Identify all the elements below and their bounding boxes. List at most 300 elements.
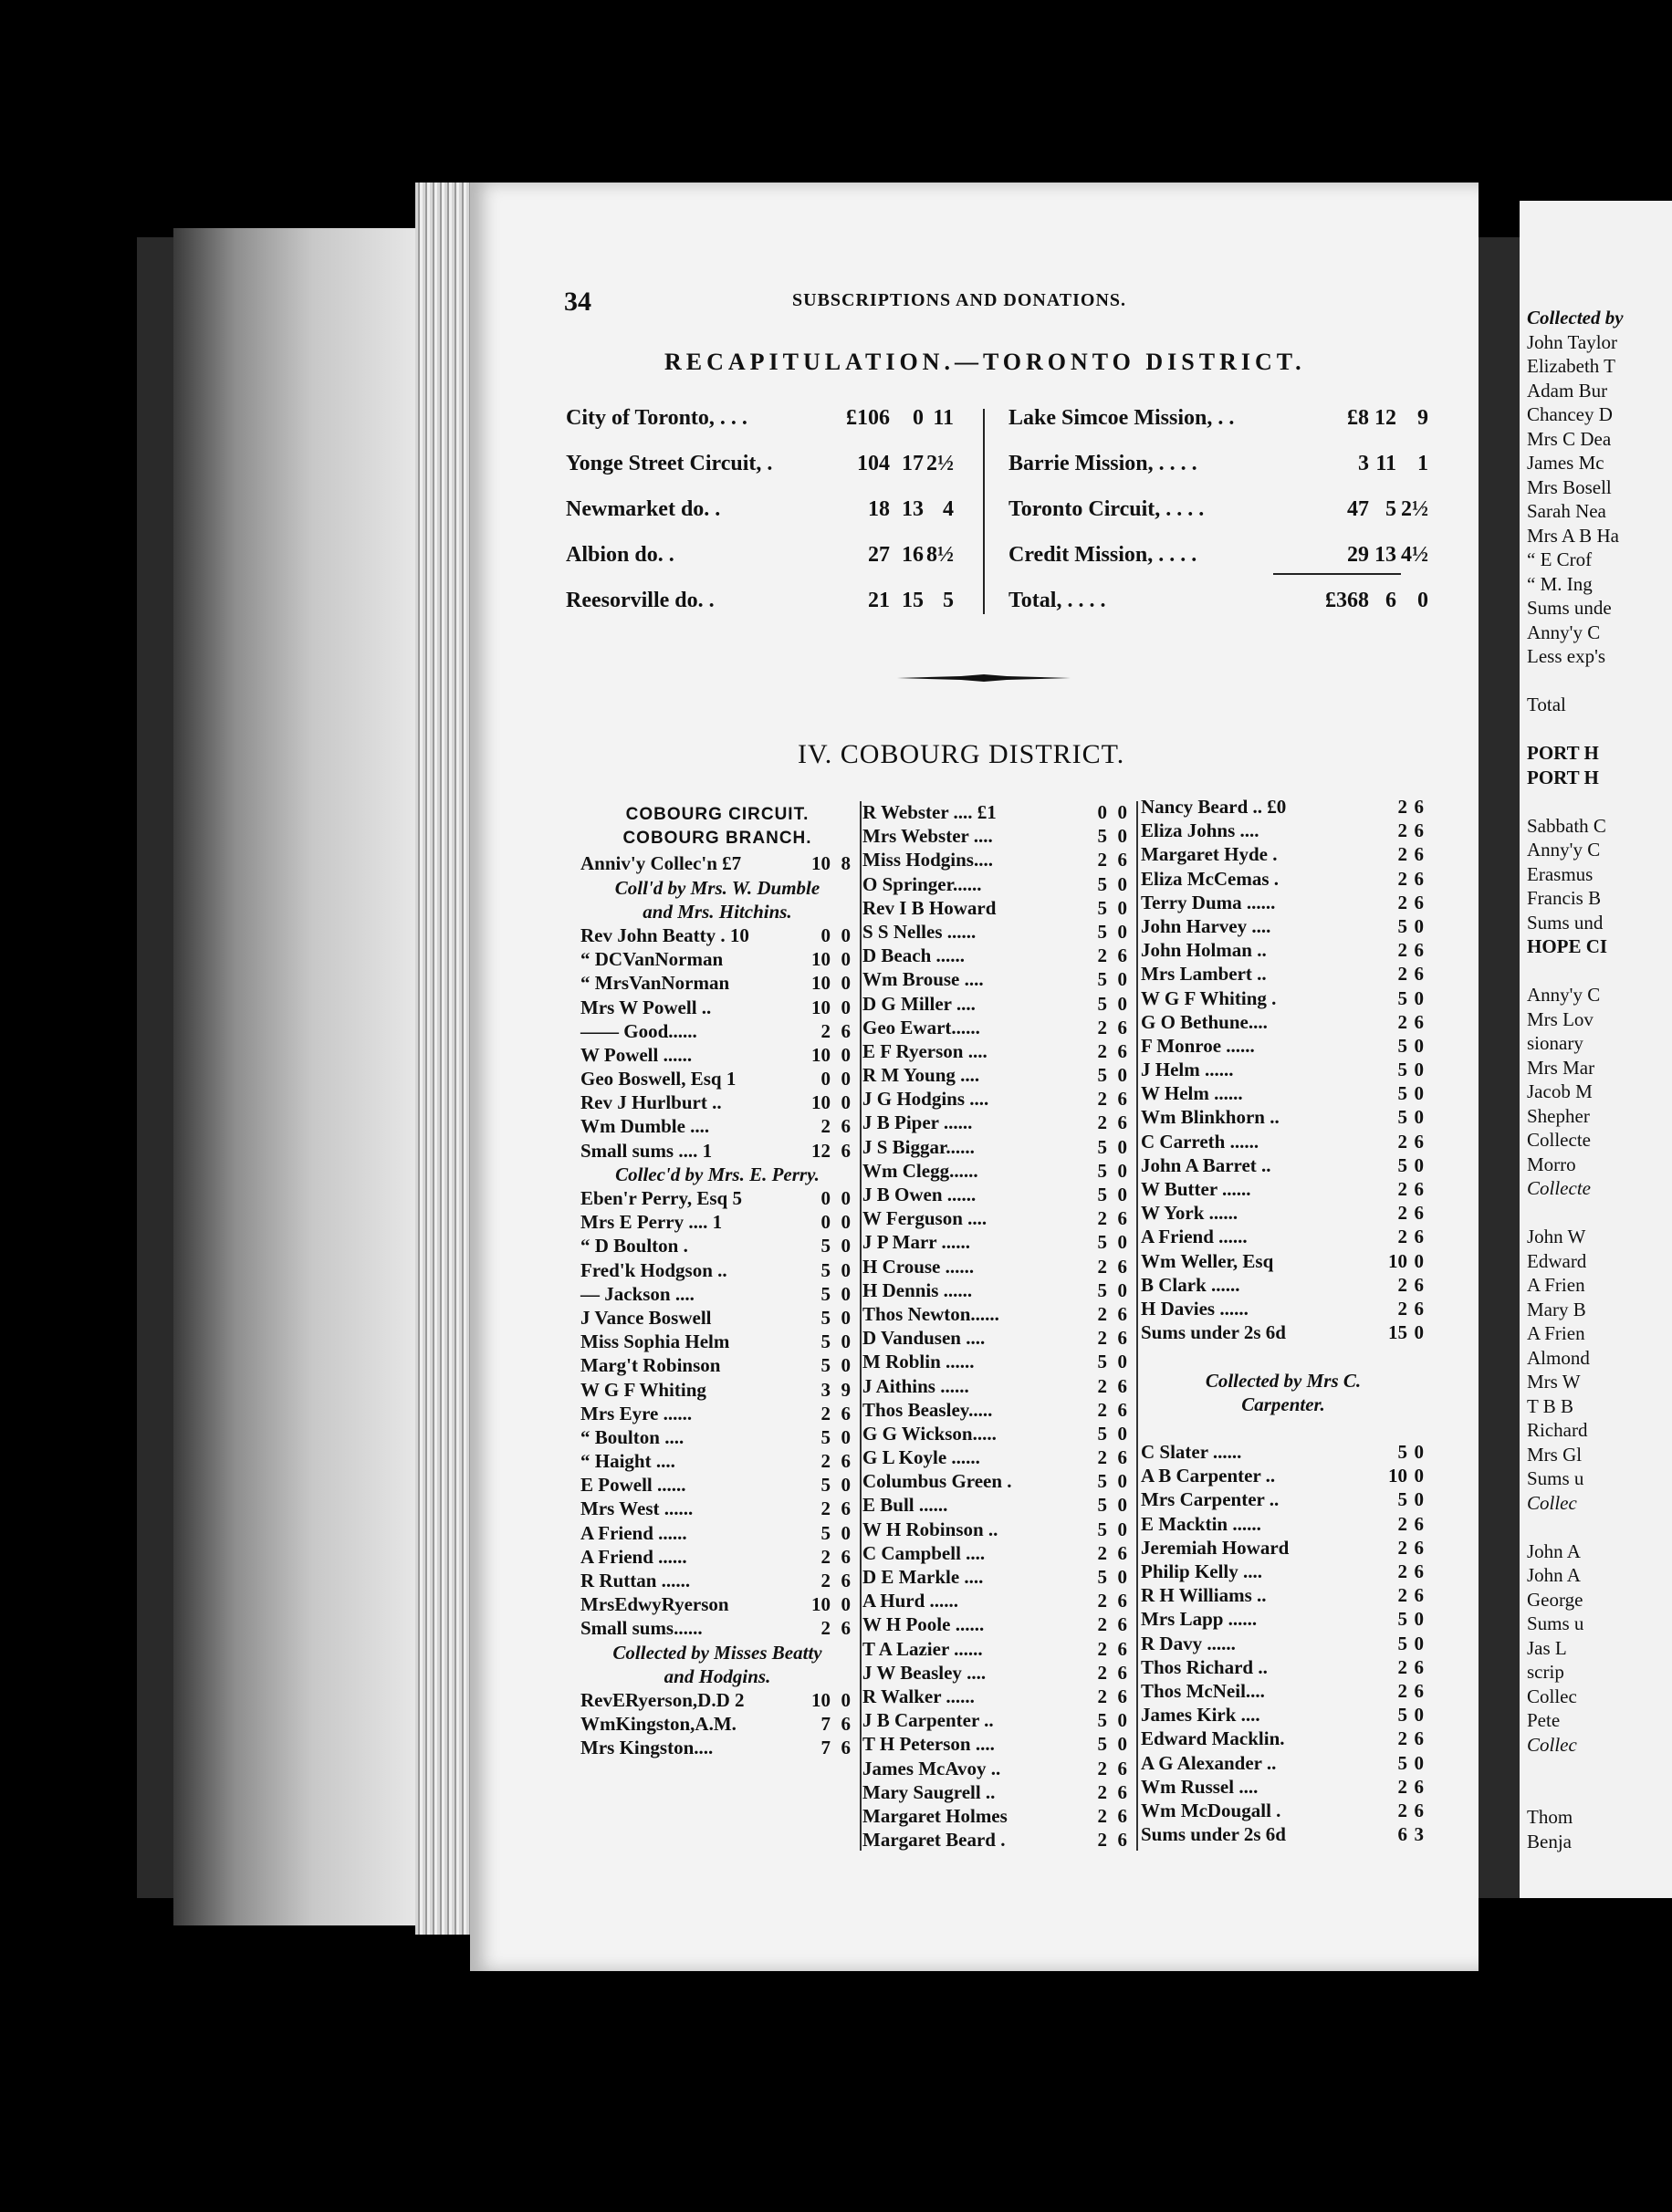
entry-name: D Beach ...... [862,944,965,967]
entry-pence: 6 [1414,843,1424,866]
list-item [580,1044,854,1068]
entry-shillings: 5 [1097,1494,1107,1517]
entry-pence: 6 [1117,1590,1127,1612]
entry-pence: 0 [1414,1751,1424,1774]
entry-name: Mary Saugrell .. [862,1780,996,1803]
entry-shillings: 2 [1397,1512,1407,1535]
entry-shillings: 0 [820,1068,831,1090]
entry-pence: 0 [841,1688,851,1711]
entry-shillings: 5 [820,1521,831,1544]
entry-pence: 6 [1414,796,1424,818]
entry-shillings: 2 [1397,796,1407,818]
list-item [580,1187,854,1211]
entry-shillings: 2 [1097,1111,1107,1134]
entry-name: Mrs Webster .... [862,825,993,848]
list-item [580,1522,854,1546]
list-item [1141,1011,1426,1035]
entry-shillings: 10 [811,996,831,1018]
list-item [1141,915,1426,939]
entry-shillings: 10 [811,1593,831,1616]
list-item [580,1330,854,1354]
entry-pence: 6 [1117,1327,1127,1350]
facing-page-line: Jacob M [1527,1080,1593,1102]
entry-shillings: 5 [820,1235,831,1257]
recap-name: Lake Simcoe Mission, . . [1008,406,1235,430]
recap-pounds: 29 [1347,543,1369,567]
entry-name: Wm Brouse .... [862,968,984,991]
entry-shillings: 5 [1397,1059,1407,1081]
entry-shillings: 5 [1397,1082,1407,1105]
list-item [862,1590,1132,1613]
entry-shillings: 10 [811,972,831,995]
entry-name: John Holman .. [1141,939,1267,962]
entry-name: M Roblin ...... [862,1351,975,1373]
facing-page-line: Mrs Mar [1527,1056,1595,1079]
list-item [1141,796,1426,819]
entry-shillings: 2 [1097,1446,1107,1469]
entry-shillings: 2 [1397,1273,1407,1296]
list-item [1141,1633,1426,1656]
entry-shillings: 2 [1097,944,1107,967]
list-heading [1141,1370,1426,1393]
list-item [1141,1441,1426,1465]
facing-page-line: Adam Bur [1527,379,1608,402]
entry-pence: 0 [841,1235,851,1257]
entry-pence: 0 [1117,1135,1127,1158]
entry-name: D G Miller .... [862,992,976,1015]
entry-name: Rev John Beatty . 10 [580,923,749,946]
entry-name: J Vance Boswell [580,1306,712,1329]
facing-page-line: HOPE CI [1527,935,1608,957]
entry-name: C Campbell .... [862,1541,986,1564]
facing-page-line: Anny'y C [1527,984,1601,1006]
entry-shillings: 5 [1397,986,1407,1009]
entry-name: T A Lazier ...... [862,1637,983,1660]
facing-page-line: Mrs A B Ha [1527,524,1619,547]
entry-pence: 6 [1414,1584,1424,1607]
list-item [862,1446,1132,1470]
entry-pence: 0 [1117,1733,1127,1756]
entry-name: W Helm ...... [1141,1082,1243,1105]
list-item [1141,1560,1426,1584]
list-item [862,897,1132,921]
facing-page-line: Benja [1527,1830,1572,1852]
entry-pence: 6 [1117,1016,1127,1038]
entry-pence: 0 [1117,1518,1127,1540]
list-item [862,1518,1132,1542]
entry-pence: 0 [841,1306,851,1329]
entry-pence: 6 [1414,1297,1424,1320]
facing-page-line [1527,669,1672,694]
facing-page-line: Chancey D [1527,403,1613,425]
recap-right-column [1008,406,1428,634]
recap-shillings: 0 [913,406,924,430]
entry-name: R M Young .... [862,1064,980,1087]
facing-page-line: John W [1527,1226,1586,1247]
entry-pence: 0 [1117,1278,1127,1301]
entry-shillings: 5 [1097,992,1107,1015]
entry-name: Sums under 2s 6d [1141,1823,1286,1846]
recap-row [566,406,967,452]
entry-shillings: 2 [1097,1207,1107,1230]
recap-title: RECAPITULATION.—TORONTO DISTRICT. [664,349,1306,375]
facing-page-line: A Frien [1527,1274,1585,1296]
facing-page-line: A Frien [1527,1322,1585,1344]
entry-name: Wm Blinkhorn .. [1141,1106,1280,1129]
recap-left-column [566,406,967,634]
entry-pence: 0 [1414,1082,1424,1105]
recap-pounds: 3 [1358,452,1369,475]
list-item [1141,1776,1426,1800]
entry-pence: 6 [1117,1637,1127,1660]
list-heading [580,1642,854,1665]
facing-page-line: Sabbath C [1527,814,1606,837]
entry-pence: 0 [1414,1249,1424,1272]
entry-pence: 0 [841,1068,851,1090]
entry-pence: 6 [1414,1727,1424,1750]
entry-shillings: 2 [1397,1679,1407,1702]
entry-shillings: 5 [1097,1184,1107,1205]
recap-row [566,589,967,634]
entry-name: G G Wickson..... [862,1422,997,1445]
entry-shillings: 2 [1397,1178,1407,1200]
entry-name: Geo Boswell, Esq 1 [580,1068,737,1090]
entry-pence: 0 [1117,1709,1127,1732]
recap-shillings: 15 [902,589,924,612]
list-item [580,1235,854,1258]
list-item [580,1450,854,1474]
entry-name: Marg't Robinson [580,1354,721,1377]
entry-shillings: 5 [1397,1751,1407,1774]
entry-shillings: 5 [1097,920,1107,943]
facing-page-line: Collecte [1527,1129,1591,1151]
heading-text: Coll'd by Mrs. W. Dumble [614,876,820,899]
list-item [862,968,1132,992]
entry-pence: 6 [1117,1757,1127,1779]
list-spacer [1141,1417,1426,1441]
list-item [1141,1178,1426,1202]
entry-shillings: 5 [1397,1441,1407,1464]
recap-row [1008,406,1428,452]
recap-pence: 4½ [1401,543,1428,567]
entry-name: G O Bethune.... [1141,1010,1268,1033]
entry-shillings: 5 [1097,1231,1107,1254]
entry-shillings: 0 [820,923,831,946]
heading-text: COBOURG CIRCUIT. [625,805,810,824]
entry-shillings: 2 [1397,819,1407,842]
recap-pence: 0 [1417,589,1428,612]
list-item [580,852,854,876]
recap-pence: 2½ [926,452,954,475]
entry-name: C Slater ...... [1141,1441,1242,1464]
list-item [862,1207,1132,1231]
entry-pence: 0 [1117,1470,1127,1493]
entry-shillings: 2 [1397,1226,1407,1248]
entry-name: J Aithins ...... [862,1374,969,1397]
recap-shillings: 13 [1374,543,1396,567]
list-item [1141,939,1426,963]
list-item [862,1040,1132,1064]
heading-text: COBOURG BRANCH. [622,829,812,849]
entry-pence: 0 [841,1258,851,1281]
list-item [862,1829,1132,1852]
running-head: SUBSCRIPTIONS AND DONATIONS. [792,290,1127,310]
list-item [862,1781,1132,1805]
entry-shillings: 10 [811,1688,831,1711]
entry-shillings: 5 [1397,1034,1407,1057]
entry-shillings: 2 [1097,1088,1107,1111]
entry-shillings: 3 [820,1378,831,1401]
ornament-rule [897,673,1071,683]
list-item [862,1231,1132,1255]
recap-pounds: 27 [868,543,890,567]
list-item [1141,1823,1426,1847]
entry-name: R Ruttan ...... [580,1570,691,1591]
list-item [580,1426,854,1450]
facing-page-line: Erasmus [1527,862,1594,885]
entry-name: Mrs W Powell .. [580,996,712,1018]
entry-name: Margaret Beard . [862,1829,1006,1852]
entry-shillings: 5 [1097,1422,1107,1445]
entry-name: J G Hodgins .... [862,1088,989,1111]
entry-name: “ MrsVanNorman [580,972,730,995]
entry-pence: 6 [1117,944,1127,967]
recap-row [1008,452,1428,497]
list-item [862,1662,1132,1685]
entry-shillings: 2 [820,1570,831,1591]
entry-shillings: 2 [820,1617,831,1640]
facing-page-line: Sums u [1527,1612,1584,1634]
entry-shillings: 2 [1397,1536,1407,1559]
entry-name: A Hurd ...... [862,1590,959,1612]
entry-name: W G F Whiting . [1141,986,1277,1009]
facing-page-line: Francis B [1527,887,1602,909]
list-heading [1141,1393,1426,1417]
entry-name: Rev J Hurlburt .. [580,1091,722,1114]
entry-name: Philip Kelly .... [1141,1560,1263,1582]
entry-shillings: 5 [1097,1159,1107,1182]
list-item [1141,1800,1426,1823]
list-item [862,1351,1132,1374]
facing-page-line: George [1527,1588,1583,1611]
entry-name: H Dennis ...... [862,1278,973,1301]
entry-pence: 6 [841,1019,851,1042]
list-item [862,1685,1132,1709]
entry-shillings: 2 [820,1450,831,1473]
entry-name: A Friend ...... [1141,1226,1248,1248]
entry-name: O Springer...... [862,872,982,895]
list-item [1141,819,1426,843]
entry-name: “ Haight .... [580,1450,675,1473]
entry-shillings: 5 [1097,968,1107,991]
entry-shillings: 10 [1388,1465,1407,1487]
entry-name: Thos Beasley..... [862,1398,993,1421]
facing-page-line: Morro [1527,1153,1576,1175]
entry-pence: 0 [1117,825,1127,848]
entry-name: Wm McDougall . [1141,1799,1281,1821]
entry-pence: 6 [1414,939,1424,962]
entry-name: W Powell ...... [580,1043,693,1066]
subscription-column-3 [1141,796,1426,1847]
list-item [580,1689,854,1713]
recap-row [566,543,967,589]
entry-pence: 6 [841,1497,851,1520]
entry-pence: 6 [1117,1374,1127,1397]
entry-shillings: 2 [1397,1727,1407,1750]
facing-page-line [1527,1781,1672,1806]
entry-name: Sums under 2s 6d [1141,1321,1286,1344]
facing-page-line [1527,959,1672,984]
entry-shillings: 5 [1397,1704,1407,1727]
recap-pence: 2½ [1401,497,1428,521]
facing-page-line: Collec [1527,1685,1577,1707]
entry-pence: 6 [841,1545,851,1568]
entry-name: Terry Duma ...... [1141,891,1276,913]
entry-shillings: 2 [1397,1584,1407,1607]
entry-pence: 0 [841,1593,851,1616]
entry-pence: 0 [1117,1159,1127,1182]
entry-name: F Monroe ...... [1141,1034,1255,1057]
facing-page [1520,201,1672,1898]
facing-page-line: “ E Crof [1527,548,1593,570]
entry-name: J B Piper ...... [862,1111,973,1134]
entry-pence: 6 [1117,1088,1127,1111]
facing-page-line: Mrs Lov [1527,1007,1594,1030]
entry-shillings: 2 [820,1019,831,1042]
heading-text: and Hodgins. [664,1664,771,1687]
entry-shillings: 2 [1097,1039,1107,1062]
list-item [862,1375,1132,1399]
entry-name: W York ...... [1141,1202,1238,1225]
entry-shillings: 5 [1097,1733,1107,1756]
entry-pence: 0 [841,1211,851,1234]
facing-page-line: Thom [1527,1806,1573,1828]
entry-pence: 6 [1414,1273,1424,1296]
entry-name: Margaret Hyde . [1141,843,1278,866]
facing-page-line: John A [1527,1539,1581,1562]
list-item [1141,1727,1426,1751]
list-item [862,1088,1132,1111]
entry-shillings: 2 [1397,843,1407,866]
entry-shillings: 2 [1097,1829,1107,1852]
entry-name: R Webster .... £1 [862,801,997,823]
entry-pence: 0 [1117,1351,1127,1373]
entry-name: Small sums...... [580,1617,703,1640]
entry-pence: 0 [841,1091,851,1114]
list-item [1141,1226,1426,1249]
entry-shillings: 5 [1097,896,1107,919]
recap-row [1008,543,1428,589]
recap-shillings: 16 [902,543,924,567]
entry-pence: 6 [1414,891,1424,913]
entry-shillings: 10 [811,948,831,971]
facing-page-line: Mrs W [1527,1371,1581,1393]
list-item [862,1805,1132,1829]
entry-shillings: 2 [1397,1130,1407,1153]
recap-shillings: 13 [902,497,924,521]
list-item [862,944,1132,968]
entry-pence: 6 [1117,1302,1127,1325]
entry-shillings: 2 [1097,1541,1107,1564]
entry-shillings: 2 [1097,1255,1107,1278]
entry-name: R H Williams .. [1141,1584,1267,1607]
list-item [1141,868,1426,892]
list-item [862,1613,1132,1637]
entry-name: G L Koyle ...... [862,1446,980,1469]
entry-name: W H Robinson .. [862,1518,998,1540]
entry-shillings: 2 [1097,1327,1107,1350]
facing-page-line [1527,1515,1672,1539]
facing-page-line: Collected by [1527,307,1624,329]
facing-page-line: “ M. Ing [1527,572,1593,595]
facing-page-line: John A [1527,1564,1581,1586]
list-item [862,1064,1132,1088]
entry-name: W Ferguson .... [862,1207,988,1230]
list-item [1141,1106,1426,1130]
entry-pence: 8 [841,852,851,875]
entry-name: Thos Richard .. [1141,1655,1268,1678]
entry-name: Jeremiah Howard [1141,1536,1290,1559]
entry-name: Wm Clegg...... [862,1159,978,1182]
facing-page-line: John Taylor [1527,330,1618,353]
entry-pence: 6 [1117,1685,1127,1707]
entry-pence: 6 [841,1450,851,1473]
facing-page-line: Shepher [1527,1104,1590,1127]
facing-page-line [1527,1201,1672,1226]
entry-pence: 6 [841,1617,851,1640]
recap-pounds: 104 [857,452,890,475]
entry-shillings: 10 [1388,1249,1407,1272]
list-item [580,1020,854,1044]
entry-pence: 6 [1414,963,1424,986]
list-item [862,1184,1132,1207]
list-item [580,1307,854,1330]
entry-name: “ Boulton .... [580,1425,684,1448]
entry-pence: 6 [1414,867,1424,890]
entry-name: Nancy Beard .. £0 [1141,796,1287,818]
facing-page-line: Anny'y C [1527,621,1601,643]
entry-name: S S Nelles ...... [862,920,977,943]
entry-pence: 0 [1414,914,1424,937]
recap-pounds: 18 [868,497,890,521]
entry-pence: 0 [1117,968,1127,991]
entry-name: J S Biggar...... [862,1135,975,1158]
entry-shillings: 5 [820,1425,831,1448]
list-item [580,1379,854,1403]
entry-shillings: 5 [1397,1608,1407,1631]
entry-name: J B Carpenter .. [862,1709,994,1732]
recap-name: Credit Mission, . . . . [1008,543,1197,567]
list-item [862,1256,1132,1279]
list-item [862,1160,1132,1184]
entry-pence: 6 [841,1139,851,1162]
entry-shillings: 2 [1097,1016,1107,1038]
list-item [862,1542,1132,1566]
entry-shillings: 2 [1097,1398,1107,1421]
facing-page-line: Collecte [1527,1177,1591,1199]
list-item [862,1638,1132,1662]
entry-shillings: 2 [1097,849,1107,871]
entry-shillings: 5 [1097,872,1107,895]
list-item [1141,1321,1426,1345]
facing-page-line: sionary [1527,1032,1583,1054]
entry-shillings: 10 [811,1091,831,1114]
entry-pence: 6 [1414,1536,1424,1559]
list-item [580,1737,854,1760]
recap-name: Total, . . . . [1008,589,1106,612]
entry-shillings: 2 [1397,963,1407,986]
entry-pence: 6 [1117,1804,1127,1827]
